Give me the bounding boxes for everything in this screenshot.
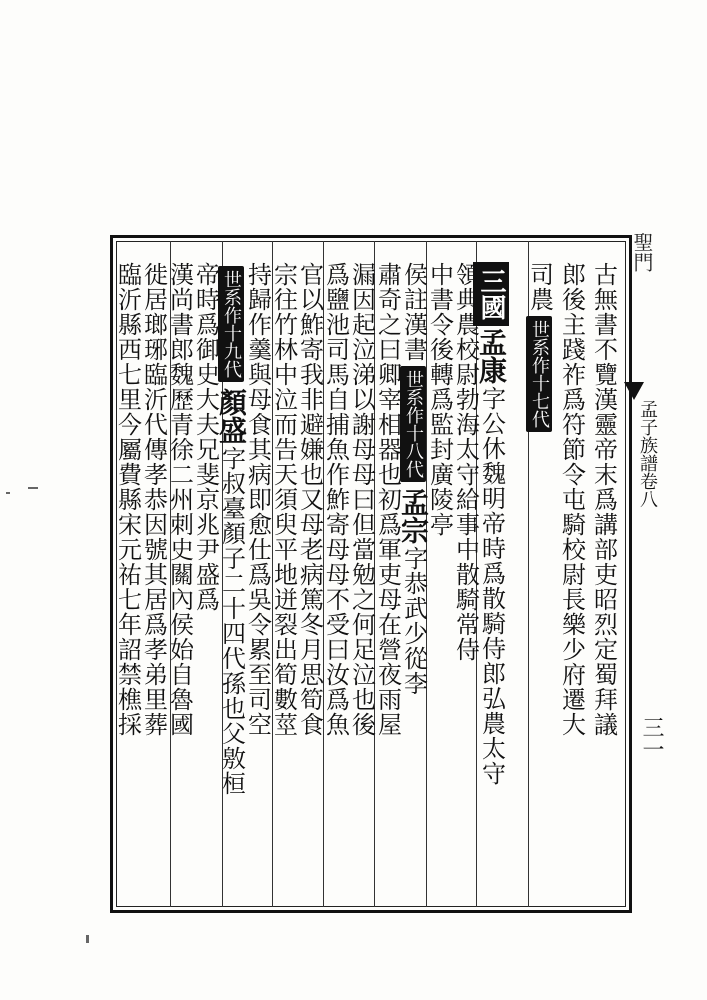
column-text: 帝時爲御史大夫兄斐京兆尹盛爲 [191, 262, 220, 612]
era-heading: 三國 [473, 262, 509, 326]
text-column-c12 [270, 262, 296, 737]
lineage-note-badge: 世系作十九代 [218, 266, 244, 382]
text-column-c7 [397, 262, 430, 696]
column-text: 字公休魏明帝時爲散騎侍郎弘農太守 [477, 386, 506, 786]
column-text: 漏因起泣涕以謝母母曰但當勉之何足泣也後 [347, 262, 376, 737]
text-column-c9 [348, 262, 374, 737]
text-column-c16 [166, 262, 192, 737]
text-column-c18 [114, 262, 140, 737]
text-column-c15 [192, 262, 218, 612]
column-text: 爲鹽池司馬自捕魚作鮓寄母母不受曰汝爲魚 [321, 262, 350, 737]
scan-speck [6, 492, 10, 494]
lineage-note-badge: 世系作十八代 [400, 366, 426, 482]
column-text: 郎後主踐祚爲符節令屯騎校尉長樂少府遷大 [557, 262, 586, 737]
margin-title-text: 聖門 [630, 232, 654, 272]
lineage-note-badge: 世系作十七代 [526, 316, 552, 432]
scan-speck [86, 935, 89, 943]
column-text: 肅奇之曰卿宰相器也初爲軍吏母在營夜雨屋 [373, 262, 402, 737]
text-column-c14 [215, 262, 248, 796]
text-column-c8 [374, 262, 400, 737]
text-column-c1 [590, 262, 616, 737]
column-text: 字叔臺顏子二十四代孫也父敫桓 [217, 446, 246, 796]
text-column-c5 [452, 262, 478, 662]
column-text: 臨沂縣西七里今屬費縣宋元祐七年詔禁樵採 [113, 262, 142, 737]
column-text: 字恭武少從李 [399, 546, 428, 696]
page-number: 三一 [639, 716, 664, 760]
text-column-c10 [322, 262, 348, 737]
column-text: 持歸作羹與母食其病即愈仕爲吳令累至司空 [243, 262, 272, 737]
person-name: 顏盛 [215, 388, 248, 444]
text-column-c4 [475, 262, 508, 786]
text-column-c2 [558, 262, 584, 737]
column-text: 侯註漢書 [399, 262, 428, 362]
column-text: 古無書不覽漢靈帝末爲講部吏昭烈定蜀拜議 [589, 262, 618, 737]
column-text: 漢尚書郎魏歷青徐二州刺史關內侯始自魯國 [165, 262, 194, 737]
text-column-c17 [140, 262, 166, 737]
margin-volume-label: 孟子族譜卷八 [637, 400, 658, 508]
column-text: 領典農校尉勃海太守給事中散騎常侍 [451, 262, 480, 662]
scan-speck [28, 487, 38, 489]
column-text: 官以鮓寄我非避嫌也又母老病篤冬月思筍食 [295, 262, 324, 737]
column-text: 中書令後轉爲監封廣陵亭 [425, 262, 454, 537]
text-column-c3 [526, 262, 552, 436]
column-text: 徙居瑯琊臨沂代傳孝恭因號其居爲孝弟里葬 [139, 262, 168, 737]
margin-book-title [630, 232, 654, 272]
text-column-c13 [244, 262, 270, 737]
column-text: 司農 [525, 262, 554, 312]
text-column-c11 [296, 262, 322, 737]
person-name: 孟康 [475, 328, 508, 384]
column-text: 宗往竹林中泣而告天須臾平地迸裂出筍數莖 [269, 262, 298, 737]
fishtail-mark-icon [624, 382, 644, 400]
person-name: 孟宗 [397, 488, 430, 544]
